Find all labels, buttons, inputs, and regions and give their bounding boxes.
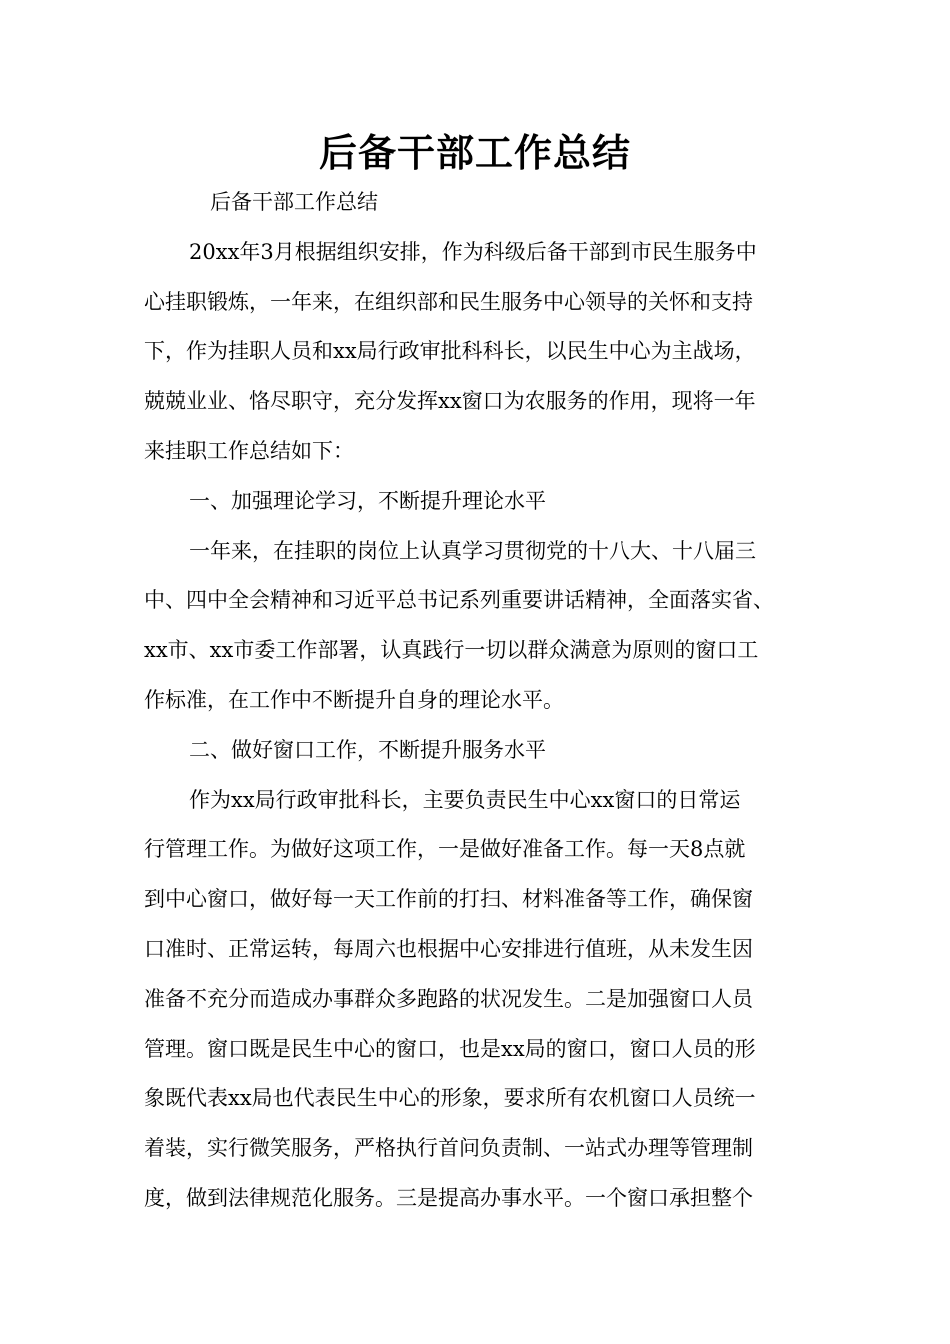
text-line: 一年来，在挂职的岗位上认真学习贯彻党的十八大、十八届三 (189, 538, 756, 563)
document-title: 后备干部工作总结 (318, 130, 631, 175)
text-line: 行管理工作。为做好这项工作，一是做好准备工作。每一天8点就 (144, 837, 746, 862)
text-line: 心挂职锻炼，一年来，在组织部和民生服务中心领导的关怀和支持 (144, 289, 753, 314)
text-line: 作标准，在工作中不断提升自身的理论水平。 (144, 687, 564, 712)
text-line: 度，做到法律规范化服务。三是提高办事水平。一个窗口承担整个 (144, 1185, 753, 1210)
text-line: 准备不充分而造成办事群众多跑路的状况发生。二是加强窗口人员 (144, 986, 753, 1011)
text-line: 下，作为挂职人员和xx局行政审批科科长，以民生中心为主战场， (144, 339, 756, 364)
text-line: 象既代表xx局也代表民生中心的形象，要求所有农机窗口人员统一 (144, 1086, 756, 1111)
document-body (144, 178, 804, 1224)
text-line: 来挂职工作总结如下： (144, 438, 354, 463)
text-line: 20xx年3月根据组织安排，作为科级后备干部到市民生服务中 (189, 239, 757, 264)
text-line: 后备干部工作总结 (210, 190, 378, 214)
text-line: 着装，实行微笑服务，严格执行首问负责制、一站式办理等管理制 (144, 1136, 753, 1161)
text-line: 兢兢业业、恪尽职守，充分发挥xx窗口为农服务的作用，现将一年 (144, 389, 756, 414)
text-line: 一、加强理论学习，不断提升理论水平 (189, 488, 546, 513)
text-line: 管理。窗口既是民生中心的窗口，也是xx局的窗口，窗口人员的形 (144, 1036, 756, 1061)
text-line: 作为xx局行政审批科长，主要负责民生中心xx窗口的日常运 (189, 787, 741, 812)
text-line: xx市、xx市委工作部署，认真践行一切以群众满意为原则的窗口工 (144, 638, 759, 663)
text-line: 二、做好窗口工作，不断提升服务水平 (189, 737, 546, 762)
text-line: 口准时、正常运转，每周六也根据中心安排进行值班，从未发生因 (144, 936, 753, 961)
text-line: 到中心窗口，做好每一天工作前的打扫、材料准备等工作，确保窗 (144, 887, 753, 912)
text-line: 中、四中全会精神和习近平总书记系列重要讲话精神，全面落实省、 (144, 588, 774, 613)
